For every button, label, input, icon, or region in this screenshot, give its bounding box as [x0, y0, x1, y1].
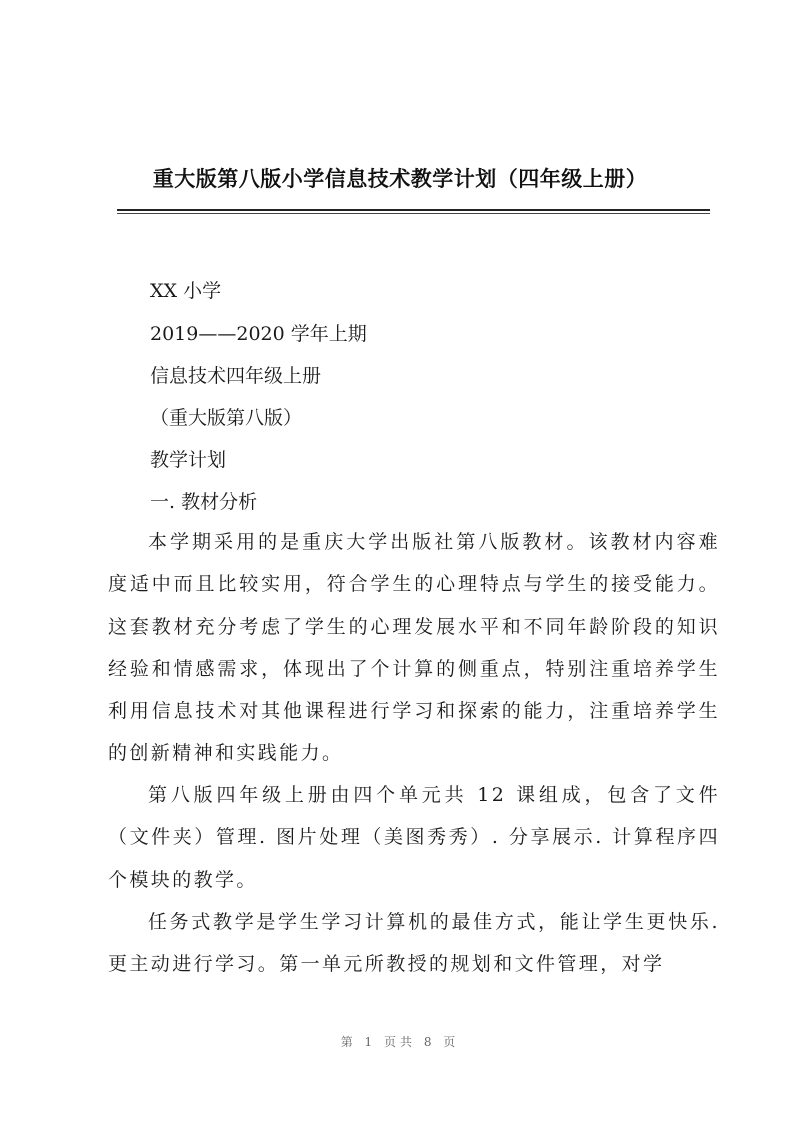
title-divider-thin [117, 213, 710, 214]
title-divider [117, 209, 710, 211]
school-year: 2019——2020 学年上期 [150, 323, 367, 345]
plan-heading: 教学计划 [150, 449, 227, 471]
paragraph-task-teaching: 任务式教学是学生学习计算机的最佳方式，能让学生更快乐. 更主动进行学习。第一单元所教授的规划和文件管理，对学 [108, 911, 720, 976]
school-name: XX 小学 [150, 280, 222, 302]
textbook-edition: （重大版第八版） [150, 407, 303, 429]
section-heading-textbook-analysis: 一. 教材分析 [150, 491, 258, 513]
page-footer: 第 1 页共 8 页 [340, 1035, 460, 1049]
paragraph-units: 第八版四年级上册由四个单元共 12 课组成，包含了文件（文件夹）管理. 图片处理（美图秀秀）. 分享展示. 计算程序四个模块的教学。 [108, 784, 720, 891]
course-name: 信息技术四年级上册 [150, 365, 322, 387]
document-title: 重大版第八版小学信息技术教学计划（四年级上册） [152, 167, 648, 191]
paragraph-textbook-overview: 本学期采用的是重庆大学出版社第八版教材。该教材内容难度适中而且比较实用，符合学生的心理特点与学生的接受能力。这套教材充分考虑了学生的心理发展水平和不同年龄阶段的知识经验和情感需求，体现出了个计算的侧重点，特别注重培养学生利用信息技术对其他课程进行学习和探索的能力，注重培养学生的创新精神和实践能力。 [108, 531, 720, 765]
